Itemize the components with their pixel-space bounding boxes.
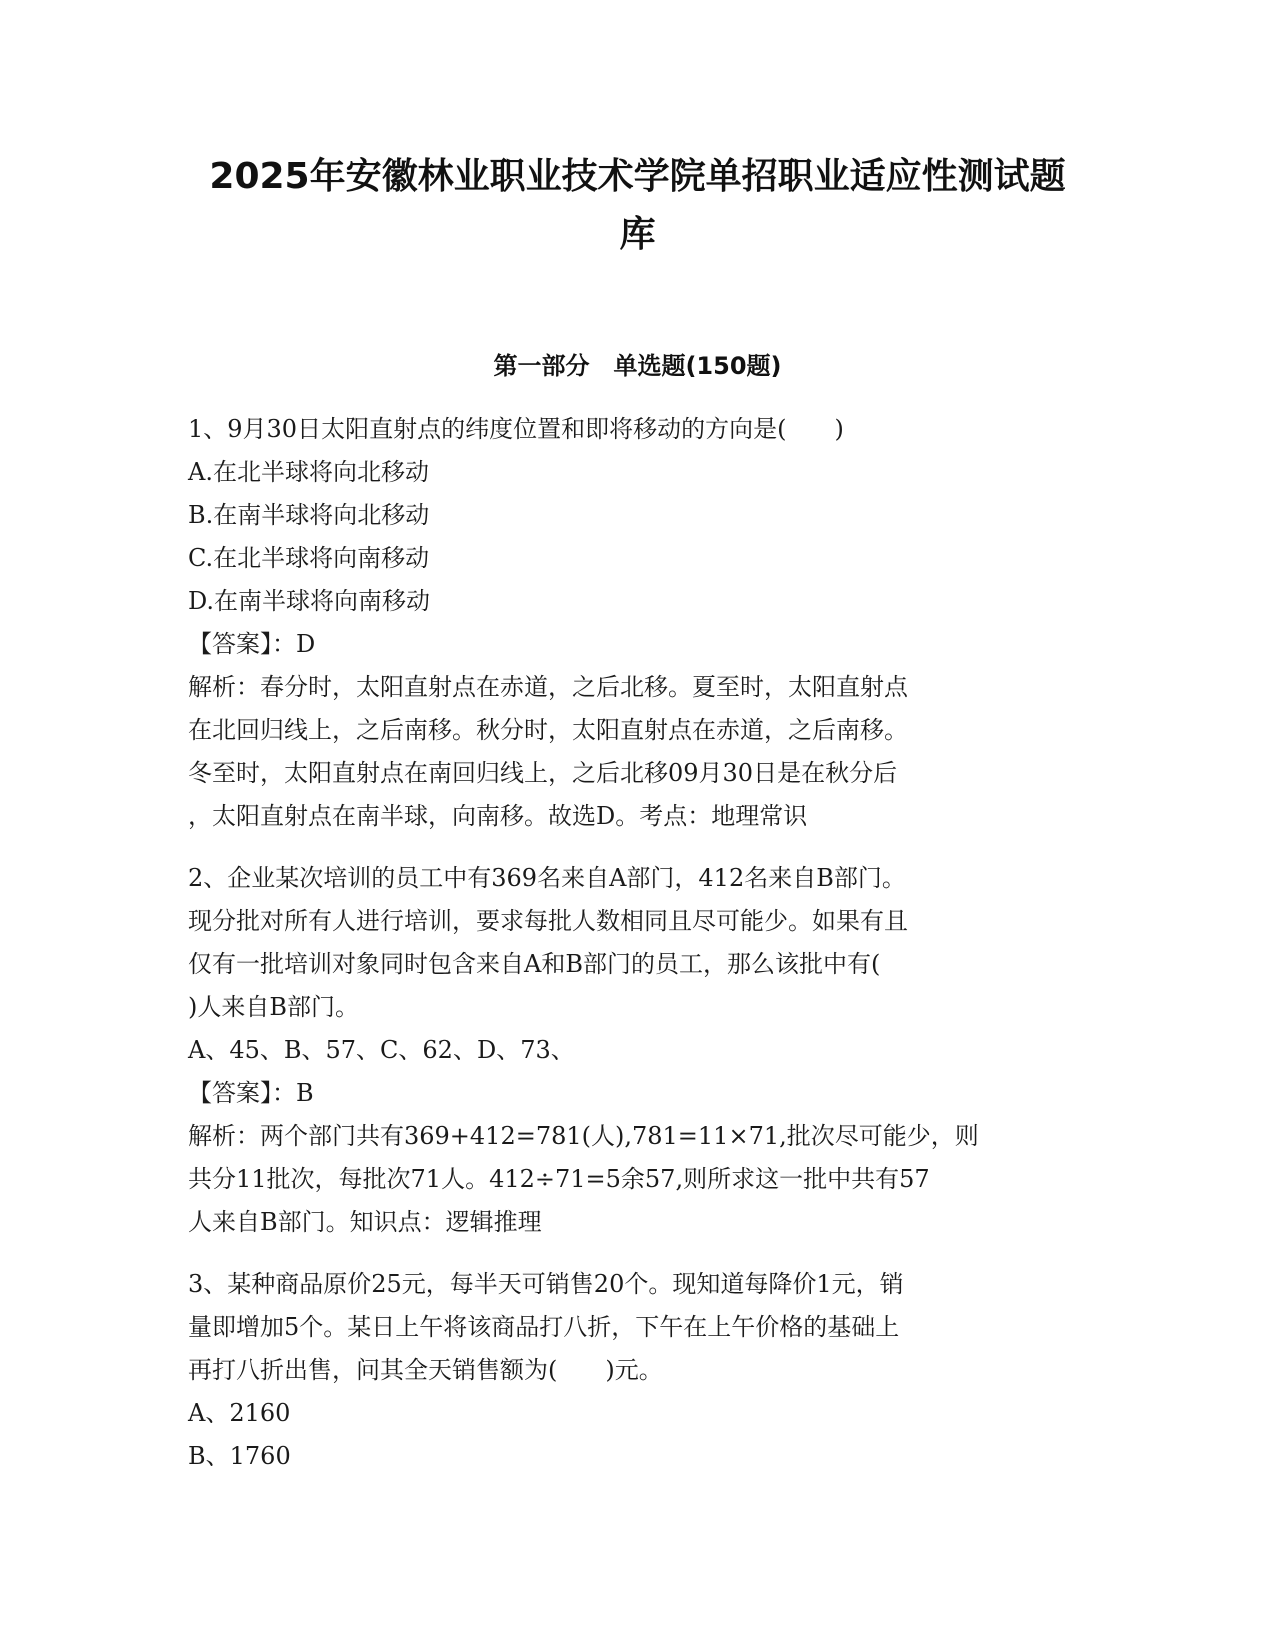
question-stem-line: 2、企业某次培训的员工中有369名来自A部门，412名来自B部门。: [188, 864, 906, 892]
analysis-line: 在北回归线上，之后南移。秋分时，太阳直射点在赤道，之后南移。: [188, 716, 908, 744]
question-stem-line: 再打八折出售，问其全天销售额为( )元。: [188, 1356, 663, 1384]
analysis-line: 人来自B部门。知识点：逻辑推理: [188, 1208, 542, 1236]
question-1: [188, 408, 1078, 838]
question-stem-line: )人来自B部门。: [188, 993, 359, 1021]
question-list: [188, 408, 1078, 1478]
question-3: [188, 1263, 1078, 1478]
question-stem-line: 仅有一批培训对象同时包含来自A和B部门的员工，那么该批中有(: [188, 950, 881, 978]
answer-label: 【答案】：D: [188, 630, 316, 658]
option-a: A.在北半球将向北移动: [188, 458, 429, 486]
option-b: B.在南半球将向北移动: [188, 501, 430, 529]
question-stem-line: 3、某种商品原价25元，每半天可销售20个。现知道每降价1元，销: [188, 1270, 904, 1298]
section-heading: 第一部分 单选题(150题): [493, 352, 782, 380]
options-line: A、45、B、57、C、62、D、73、: [188, 1036, 575, 1064]
question-2: [188, 857, 1078, 1244]
analysis-line: 解析：春分时，太阳直射点在赤道，之后北移。夏至时，太阳直射点: [188, 673, 908, 701]
option-d: D.在南半球将向南移动: [188, 587, 431, 615]
answer-label: 【答案】：B: [188, 1079, 314, 1107]
document-title: [160, 148, 1115, 264]
option-a: A、2160: [188, 1399, 291, 1427]
analysis-line: 解析：两个部门共有369+412=781(人),781=11×71,批次尽可能少，则: [188, 1122, 979, 1150]
option-b: B、1760: [188, 1442, 291, 1470]
option-c: C.在北半球将向南移动: [188, 544, 430, 572]
analysis-line: 共分11批次，每批次71人。412÷71=5余57,则所求这一批中共有57: [188, 1165, 930, 1193]
document-title-line-1: 2025年安徽林业职业技术学院单招职业适应性测试题: [209, 156, 1066, 197]
document-title-line-2: 库: [619, 214, 656, 255]
question-stem-line: 现分批对所有人进行培训，要求每批人数相同且尽可能少。如果有且: [188, 907, 908, 935]
question-stem-line: 1、9月30日太阳直射点的纬度位置和即将移动的方向是( ): [188, 415, 844, 443]
question-stem-line: 量即增加5个。某日上午将该商品打八折，下午在上午价格的基础上: [188, 1313, 900, 1341]
analysis-line: 冬至时，太阳直射点在南回归线上，之后北移09月30日是在秋分后: [188, 759, 898, 787]
analysis-line: ，太阳直射点在南半球，向南移。故选D。考点：地理常识: [188, 802, 808, 830]
